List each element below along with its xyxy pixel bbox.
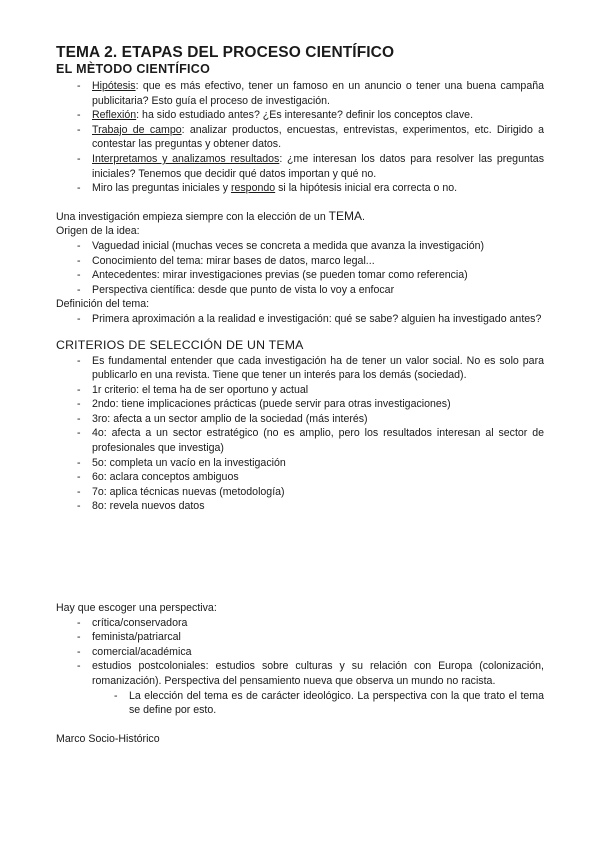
list-item — [56, 123, 544, 152]
term: Interpretamos y analizamos resultados — [92, 152, 280, 165]
intro-text: Una investigación empieza siempre con la elección de un — [56, 210, 329, 223]
metodo-list — [56, 79, 544, 196]
document-title: TEMA 2. ETAPAS DEL PROCESO CIENTÍFICO — [56, 44, 395, 61]
list-item — [56, 152, 544, 181]
term: Reflexión — [92, 109, 137, 122]
list-item — [56, 79, 544, 108]
criterios-heading: CRITERIOS DE SELECCIÓN DE UN TEMA — [56, 337, 304, 352]
origen-list — [56, 239, 544, 297]
list-item: - estudios postcoloniales: estudios sobre culturas y su relación con Europa (colonización, romanización). Perspectiva del pensamiento nueva que observa un mundo no racista. — [56, 659, 544, 688]
definicion-heading: Definición del tema: — [56, 298, 150, 311]
tema-word: TEMA — [328, 208, 362, 223]
item-text: Miro las preguntas iniciales y — [92, 182, 231, 195]
item-text: : ¿me interesan los datos para resolver las preguntas iniciales? Tenemos que decidir qué datos importan y qué no. — [92, 152, 544, 180]
list-item: - Perspectiva científica: desde que punto de vista lo voy a enfocar — [56, 283, 544, 298]
list-item: - 6o: aclara conceptos ambiguos — [56, 470, 544, 485]
perspectiva-heading: Hay que escoger una perspectiva: — [56, 602, 217, 615]
item-text: : analizar productos, encuestas, entrevistas, experimentos, etc. Dirigido a contestar las preguntas y obtener datos. — [92, 123, 544, 151]
term: respondo — [230, 182, 276, 195]
list-item: - 3ro: afecta a un sector amplio de la sociedad (más interés) — [56, 412, 544, 427]
nested-list-item: - La elección del tema es de carácter ideológico. La perspectiva con la que trato el tema se define por esto. — [56, 689, 544, 718]
list-item: - Es fundamental entender que cada investigación ha de tener un valor social. No es solo para publicarlo en una revista. Tiene que tener un interés para los demás (sociedad). — [56, 354, 544, 383]
list-item: - Primera aproximación a la realidad e investigación: qué se sabe? alguien ha investigado antes? — [56, 312, 544, 327]
item-text: si la hipótesis inicial era correcta o no. — [275, 182, 458, 195]
intro-paragraph — [56, 209, 544, 225]
list-item: - 1r criterio: el tema ha de ser oportuno y actual — [56, 383, 544, 398]
list-item: - Conocimiento del tema: mirar bases de datos, marco legal... — [56, 254, 544, 269]
list-item: - 2ndo: tiene implicaciones prácticas (puede servir para otras investigaciones) — [56, 397, 544, 412]
criterios-list — [56, 354, 544, 515]
origen-heading: Origen de la idea: — [56, 225, 140, 238]
item-text: : ha sido estudiado antes? ¿Es interesante? definir los conceptos clave. — [136, 109, 474, 122]
list-item: - comercial/académica — [56, 645, 544, 660]
term: Hipótesis — [92, 80, 136, 92]
list-item: - feminista/patriarcal — [56, 630, 544, 645]
definicion-list — [56, 312, 544, 327]
list-item: - Vaguedad inicial (muchas veces se concreta a medida que avanza la investigación) — [56, 239, 544, 254]
term: Trabajo de campo — [92, 123, 182, 136]
footer-heading: Marco Socio-Histórico — [56, 732, 160, 745]
section-heading-metodo: EL MÈTODO CIENTÍFICO — [56, 62, 211, 76]
list-item — [56, 108, 544, 123]
list-item — [56, 181, 544, 196]
list-item: - 7o: aplica técnicas nuevas (metodología) — [56, 485, 544, 500]
list-item: - crítica/conservadora — [56, 616, 544, 631]
list-item: - 4o: afecta a un sector estratégico (no es amplio, pero los resultados interesan al sector de profesionales que investiga) — [56, 426, 544, 455]
item-text: : que es más efectivo, tener un famoso en un anuncio o tener una buena campaña publicitaria? Esto guía el proceso de investigación. — [92, 80, 544, 107]
intro-text-end: . — [362, 210, 365, 223]
list-item: - 8o: revela nuevos datos — [56, 499, 544, 514]
list-item: - 5o: completa un vacío en la investigación — [56, 456, 544, 471]
perspectiva-list — [56, 616, 544, 718]
list-item: - Antecedentes: mirar investigaciones previas (se pueden tomar como referencia) — [56, 268, 544, 283]
